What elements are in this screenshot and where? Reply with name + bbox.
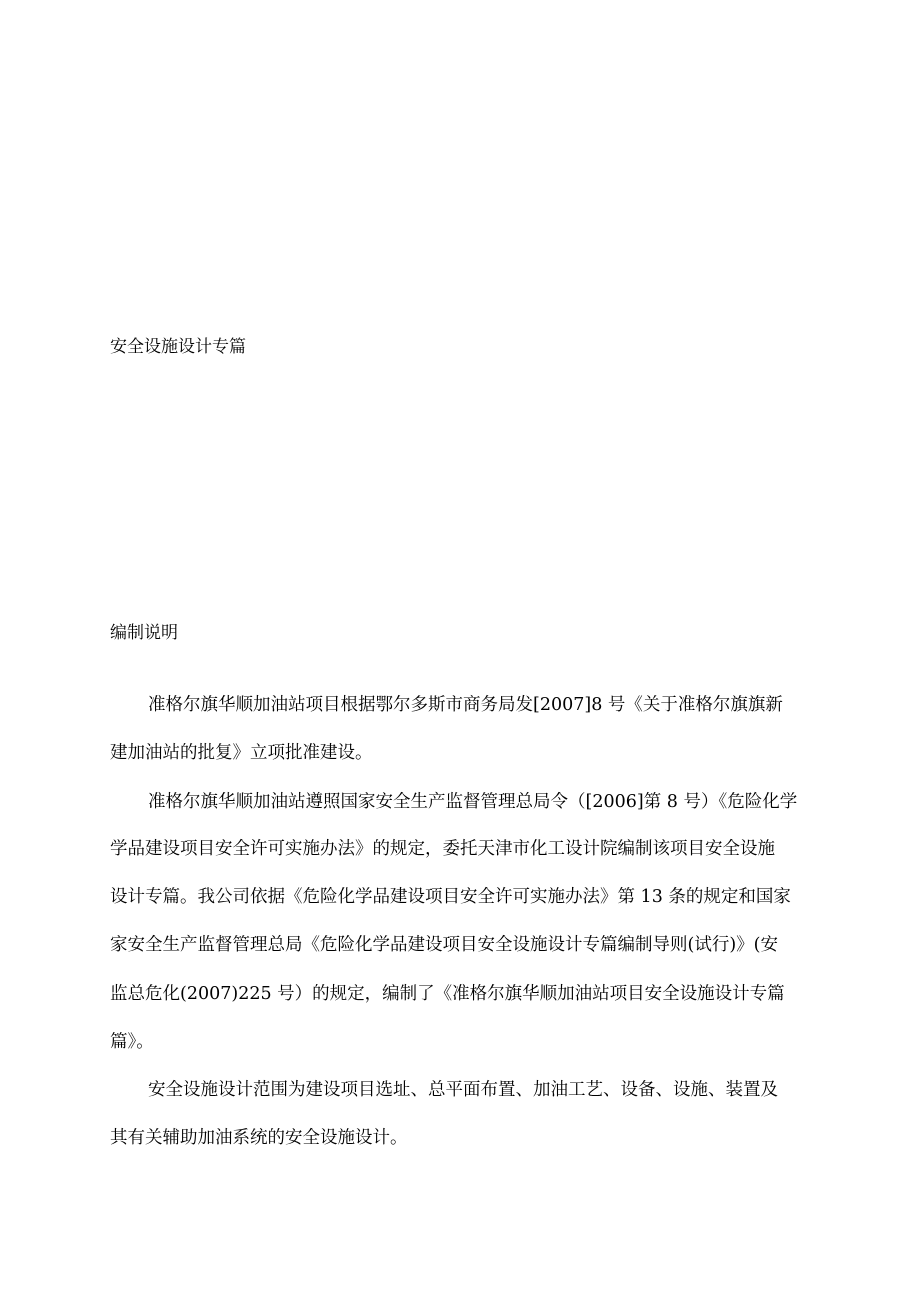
paragraph-line: 监总危化(2007)225 号）的规定，编制了《准格尔旗华顺加油站项目安全设施设计专篇 bbox=[110, 984, 785, 1004]
paragraph-line: 准格尔旗华顺加油站项目根据鄂尔多斯市商务局发[2007]8 号《关于准格尔旗旗新 bbox=[148, 695, 783, 715]
document-title: 安全设施设计专篇 bbox=[110, 337, 246, 357]
paragraph-line: 家安全生产监督管理总局《危险化学品建设项目安全设施设计专篇编制导则(试行)》(安 bbox=[110, 935, 778, 955]
paragraph-line: 学品建设项目安全许可实施办法》的规定，委托天津市化工设计院编制该项目安全设施 bbox=[110, 839, 775, 859]
paragraph-line: 准格尔旗华顺加油站遵照国家安全生产监督管理总局令（[2006]第 8 号）《危险化学 bbox=[148, 792, 798, 812]
paragraph-line: 设计专篇。我公司依据《危险化学品建设项目安全许可实施办法》第 13 条的规定和国家 bbox=[110, 887, 791, 907]
paragraph-line: 建加油站的批复》立项批准建设。 bbox=[110, 743, 373, 763]
section-heading: 编制说明 bbox=[110, 623, 178, 643]
paragraph-line: 篇》。 bbox=[110, 1032, 154, 1052]
paragraph-line: 安全设施设计范围为建设项目选址、总平面布置、加油工艺、设备、设施、装置及 bbox=[148, 1080, 778, 1100]
paragraph-line: 其有关辅助加油系统的安全设施设计。 bbox=[110, 1128, 408, 1148]
